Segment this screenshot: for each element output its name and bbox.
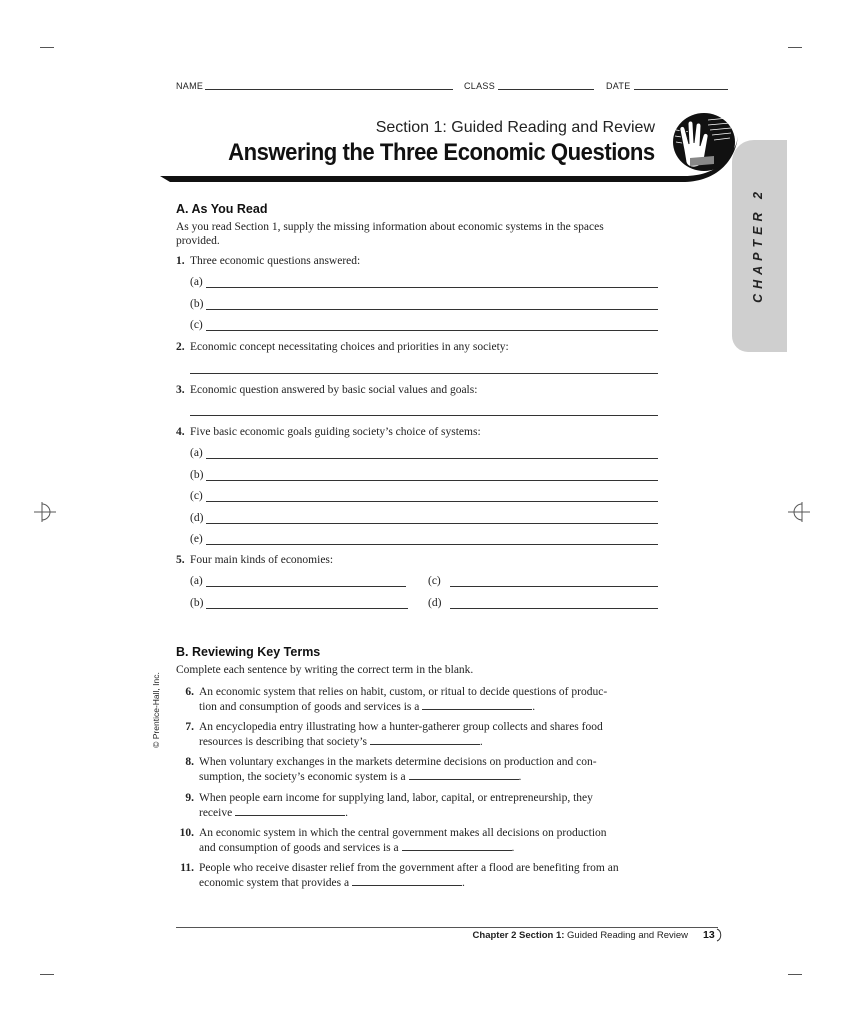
q3-text: Economic question answered by basic social values and goals: (190, 384, 478, 396)
q4-item-d-label: (d) (190, 512, 204, 524)
name-field[interactable] (205, 89, 453, 90)
key-term-8-number: 8. (185, 756, 194, 768)
q2-number: 2. (176, 341, 185, 353)
registration-mark-left (34, 500, 56, 524)
q4-item-a-blank[interactable] (206, 458, 658, 459)
newspaper-hand-logo (668, 110, 738, 176)
chapter-tab-label: CHAPTER 2 (751, 187, 765, 303)
q4-item-b-blank[interactable] (206, 480, 658, 481)
key-term-11-number: 11. (180, 862, 194, 874)
key-term-9-line1: When people earn income for supplying land, labor, capital, or entrepreneurship, they (199, 792, 593, 804)
q5-item-c-label: (c) (428, 575, 441, 587)
key-term-8-line1: When voluntary exchanges in the markets determine decisions on production and con- (199, 756, 597, 768)
q5-item-a-blank[interactable] (206, 586, 406, 587)
q1-item-a-blank[interactable] (206, 287, 658, 288)
q3-answer-blank[interactable] (190, 415, 658, 416)
key-term-9-line2: receive (199, 807, 233, 819)
q5-number: 5. (176, 554, 185, 566)
section-a-intro-line2: provided. (176, 235, 220, 247)
q1-item-c-blank[interactable] (206, 330, 658, 331)
q4-text: Five basic economic goals guiding society’s choice of systems: (190, 426, 481, 438)
section-a-intro-line1: As you read Section 1, supply the missing information about economic systems in the spaces (176, 221, 604, 233)
key-term-10-line2: and consumption of goods and services is a (199, 842, 399, 854)
section-b-intro: Complete each sentence by writing the correct term in the blank. (176, 664, 474, 676)
q5-item-d-blank[interactable] (450, 608, 658, 609)
key-term-11-line2: economic system that provides a (199, 877, 350, 889)
key-term-11-blank[interactable] (352, 875, 462, 886)
page-number: 13 (703, 929, 715, 941)
key-term-10-blank[interactable] (402, 840, 512, 851)
q5-item-a-label: (a) (190, 575, 203, 587)
footer-rule (176, 927, 718, 928)
q1-item-b-blank[interactable] (206, 309, 658, 310)
crop-mark-top-right (788, 47, 802, 48)
q4-number: 4. (176, 426, 185, 438)
key-term-8-blank[interactable] (409, 769, 519, 780)
page-number-bracket (716, 928, 724, 942)
date-field[interactable] (634, 89, 728, 90)
page-title: Answering the Three Economic Questions (228, 139, 655, 166)
date-label: DATE (606, 81, 631, 91)
q5-item-b-label: (b) (190, 597, 204, 609)
q1-item-c-label: (c) (190, 319, 203, 331)
key-term-9-end: . (345, 807, 348, 819)
key-term-10-line1: An economic system in which the central government makes all decisions on production (199, 827, 607, 839)
key-term-7-number: 7. (185, 721, 194, 733)
q5-item-c-blank[interactable] (450, 586, 658, 587)
q5-text: Four main kinds of economies: (190, 554, 334, 566)
q5-item-d-label: (d) (428, 597, 442, 609)
q1-item-a-label: (a) (190, 276, 203, 288)
q1-item-b-label: (b) (190, 298, 204, 310)
key-term-7-blank[interactable] (370, 734, 480, 745)
key-term-9-number: 9. (185, 792, 194, 804)
key-term-11-line1: People who receive disaster relief from the government after a flood are benefiting from an (199, 862, 619, 874)
section-a-heading: A. As You Read (176, 202, 268, 216)
q4-item-e-label: (e) (190, 533, 203, 545)
crop-mark-top-left (40, 47, 54, 48)
q4-item-b-label: (b) (190, 469, 204, 481)
key-term-6-blank[interactable] (422, 699, 532, 710)
footer-reference (473, 930, 688, 941)
key-term-6-end: . (532, 701, 536, 713)
crop-mark-bottom-right (788, 974, 802, 975)
footer-chapter-section: Chapter 2 Section 1: (472, 930, 565, 941)
q4-item-e-blank[interactable] (206, 544, 658, 545)
section-subtitle: Section 1: Guided Reading and Review (375, 119, 655, 136)
section-b-heading: B. Reviewing Key Terms (176, 645, 321, 659)
key-term-10-end: . (511, 842, 515, 854)
copyright-notice: © Prentice-Hall, Inc. (151, 672, 161, 748)
q2-text: Economic concept necessitating choices and priorities in any society: (190, 341, 509, 353)
name-label: NAME (176, 81, 204, 91)
key-term-10-number: 10. (179, 827, 194, 839)
q1-text: Three economic questions answered: (190, 255, 361, 267)
class-field[interactable] (498, 89, 594, 90)
q1-number: 1. (176, 255, 185, 267)
key-term-6-number: 6. (185, 686, 194, 698)
crop-mark-bottom-left (40, 974, 54, 975)
key-term-7-end: . (479, 736, 483, 748)
key-term-6-line2: tion and consumption of goods and services is a (199, 701, 420, 713)
key-term-7-line2: resources is describing that society’s (199, 736, 367, 748)
q3-number: 3. (176, 384, 185, 396)
key-term-8-line2: sumption, the society’s economic system is a (199, 771, 406, 783)
key-term-6-line1: An economic system that relies on habit, custom, or ritual to decide questions of produc- (199, 686, 608, 698)
q4-item-c-blank[interactable] (206, 501, 658, 502)
q2-answer-blank[interactable] (190, 373, 658, 374)
q4-item-c-label: (c) (190, 490, 203, 502)
q4-item-d-blank[interactable] (206, 523, 658, 524)
registration-mark-right (788, 500, 810, 524)
footer-title: Guided Reading and Review (564, 930, 688, 941)
q5-item-b-blank[interactable] (206, 608, 408, 609)
key-term-9-blank[interactable] (235, 805, 345, 816)
key-term-8-end: . (518, 771, 522, 783)
key-term-11-end: . (461, 877, 465, 889)
title-swoosh-underline (150, 118, 750, 188)
key-term-7-line1: An encyclopedia entry illustrating how a hunter-gatherer group collects and shares food (199, 721, 603, 733)
q4-item-a-label: (a) (190, 447, 203, 459)
class-label: CLASS (464, 81, 496, 91)
